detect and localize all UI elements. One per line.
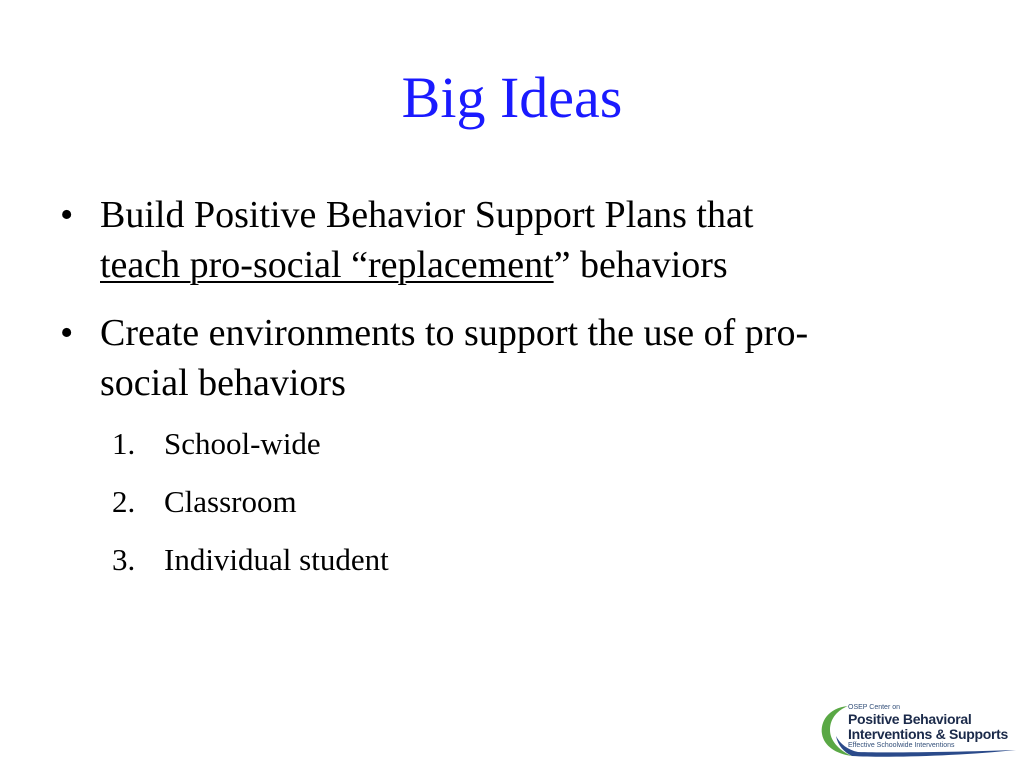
bullet-item-2 [60,308,980,408]
bullet-list [60,190,980,426]
slide-title: Big Ideas [401,65,623,130]
bullet-item-1 [60,190,980,290]
list-item [112,540,812,580]
logo-line-4: Effective Schoolwide Interventions [848,742,955,749]
logo-line-2: Positive Behavioral [848,711,972,727]
logo-line-1: OSEP Center on [848,704,901,711]
list-item-label: Classroom [164,484,297,519]
list-item-label: Individual student [164,542,389,577]
bullet-1-text-end: ” behaviors [553,244,728,286]
bullet-2-text-line2: social behaviors [100,362,346,404]
list-item [112,424,812,464]
bullet-dot: • [60,194,74,236]
bullet-dot: • [60,312,74,354]
list-item-label: School-wide [164,426,321,461]
logo-text [848,704,1008,750]
numbered-sublist [112,424,812,598]
bullet-1-text-start: Build Positive Behavior Support Plans that [100,194,754,236]
bullet-1-underlined-text: teach pro-social “replacement [100,244,554,286]
list-item-number: 1. [112,426,136,461]
list-item [112,482,812,522]
bullet-2-text-line1: Create environments to support the use of pro- [100,312,809,354]
pbis-logo [818,700,1018,758]
list-item-number: 3. [112,542,136,577]
list-item-number: 2. [112,484,136,519]
logo-line-3: Interventions & Supports [848,726,1009,742]
